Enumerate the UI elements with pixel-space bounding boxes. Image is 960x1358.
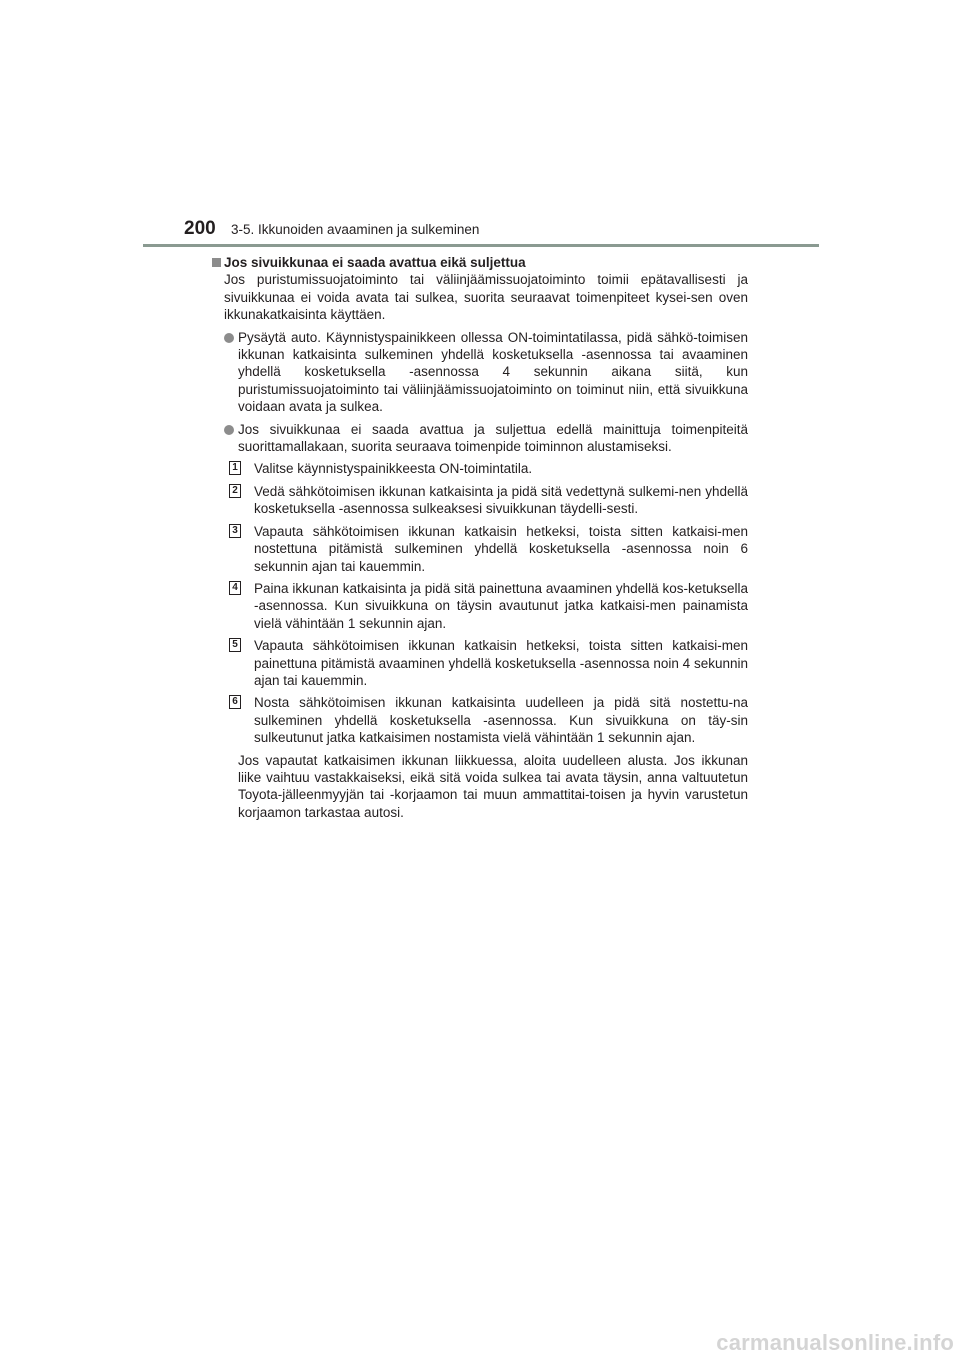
bullet-dot-icon [224, 333, 234, 343]
step-number-box: 4 [229, 581, 241, 595]
step-number-box: 5 [229, 638, 241, 652]
watermark: carmanualsonline.info [716, 1330, 954, 1355]
step-text: Vedä sähkötoimisen ikkunan katkaisinta ja pidä sitä vedettynä sulkemi-nen yhdellä kosketuksella -asennossa sulkeaksesi sivuikkunan täydelli-sesti. [254, 483, 748, 517]
bullet-item [224, 329, 748, 416]
step-item-1 [232, 460, 748, 477]
subsection-heading-text: Jos sivuikkunaa ei saada avattua eikä suljettua [224, 255, 526, 270]
step-number-box: 3 [229, 524, 241, 538]
page-number: 200 [184, 218, 216, 239]
intro-paragraph: Jos puristumissuojatoiminto tai väliinjäämissuojatoiminto toimii epätavallisesti ja sivuikkunaa ei voida avata tai sulkea, suorita seuraavat toimenpiteet kysei-sen oven ikkunakatkaisinta käyttäen. [224, 272, 748, 323]
bullet-text: Pysäytä auto. Käynnistyspainikkeen ollessa ON-toimintatilassa, pidä sähkö-toimisen ikkunan katkaisinta sulkeminen yhdellä kosketuksella -asennossa tai avaaminen yhdellä kosketuksella -asennossa 4 sekunnin aikana siitä, kun puristumissuojatoiminto tai väliinjäämissuojatoiminto on toiminut niin, että sivuikkuna voidaan avata ja sulkea. [238, 329, 748, 415]
step-text: Vapauta sähkötoimisen ikkunan katkaisin hetkeksi, toista sitten katkaisi-men nostettuna pitämistä sulkeminen yhdellä kosketuksella -asennossa noin 6 sekunnin ajan tai kauemmin. [254, 523, 748, 574]
closing-paragraph: Jos vapautat katkaisimen ikkunan liikkuessa, aloita uudelleen alusta. Jos ikkunan liike vaihtuu vastakkaiseksi, eikä sitä voida sulkea tai avata täysin, anna valtuutetun Toyota-jälleenmyyjän tai -korjaamon tai muun ammattitai-toisen ja hyvin varustetun korjaamon tarkastaa autosi. [238, 752, 748, 820]
step-text: Nosta sähkötoimisen ikkunan katkaisinta uudelleen ja pidä sitä nostettu-na sulkeminen yhdellä kosketuksella -asennossa. Kun sivuikkuna on täy-sin sulkeutunut jatka katkaisimen nostamista vielä vähintään 1 sekunnin ajan. [254, 695, 748, 746]
step-text: Vapauta sähkötoimisen ikkunan katkaisin hetkeksi, toista sitten katkaisi-men painettuna pitämistä avaaminen yhdellä kosketuksella -asennossa noin 4 sekunnin ajan tai kauemmin. [254, 638, 748, 688]
step-item-4 [232, 580, 748, 632]
step-item-5 [232, 637, 748, 689]
step-text: Valitse käynnistyspainikkeesta ON-toimintatila. [254, 461, 533, 477]
header-divider [143, 244, 819, 247]
bullet-item [224, 421, 748, 456]
step-number-box: 6 [229, 695, 241, 709]
bullet-text: Jos sivuikkunaa ei saada avattua ja suljettua edellä mainittuja toimenpiteitä suorittamallakaan, suorita seuraava toimenpide toiminnon alustamiseksi. [238, 421, 748, 455]
step-item-6 [232, 694, 748, 746]
step-item-3 [232, 523, 748, 575]
bullet-dot-icon [224, 425, 234, 435]
section-title: 3-5. Ikkunoiden avaaminen ja sulkeminen [231, 222, 480, 237]
step-number-box: 2 [229, 484, 241, 498]
step-item-2 [232, 483, 748, 518]
step-number-box: 1 [229, 461, 241, 475]
page-content [212, 254, 748, 821]
square-bullet-icon [212, 258, 221, 267]
step-text: Paina ikkunan katkaisinta ja pidä sitä painettuna avaaminen yhdellä kos-ketuksella -asennossa. Kun sivuikkuna on täysin avautunut jatka katkaisi-men painamista vielä vähintään 1 sekunnin ajan. [254, 580, 748, 631]
subsection-heading [212, 254, 748, 271]
